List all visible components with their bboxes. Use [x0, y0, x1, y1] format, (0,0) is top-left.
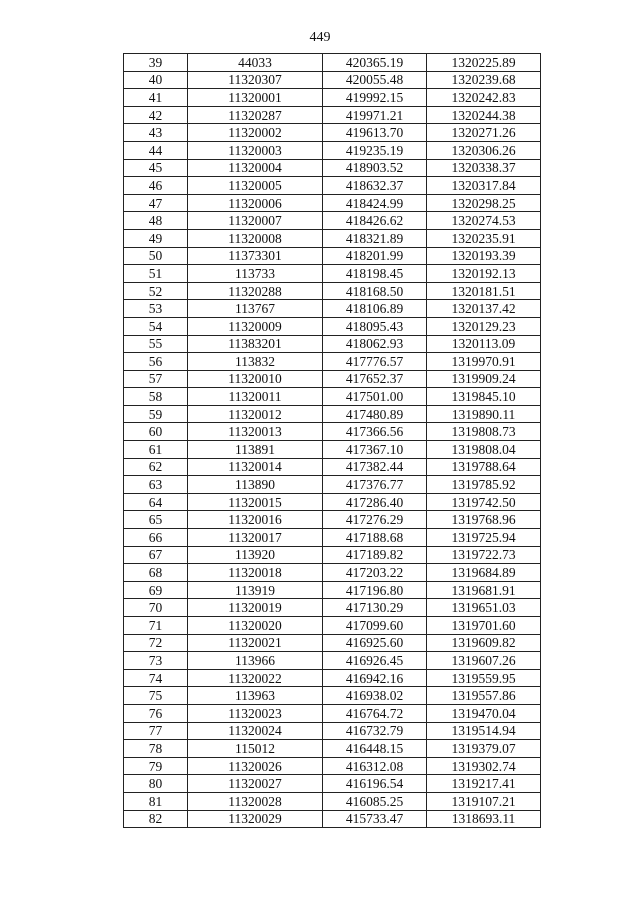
table-row: [124, 810, 541, 828]
table-row: [124, 792, 541, 810]
y-coordinate-cell: 1320242.83: [427, 89, 541, 107]
point-number-cell: 78: [124, 740, 188, 758]
y-coordinate-cell: 1319651.03: [427, 599, 541, 617]
point-id-cell: 11320012: [188, 405, 323, 423]
y-coordinate-cell: 1320192.13: [427, 265, 541, 283]
y-coordinate-cell: 1319557.86: [427, 687, 541, 705]
y-coordinate-cell: 1320338.37: [427, 159, 541, 177]
point-id-cell: 113891: [188, 441, 323, 459]
point-number-cell: 76: [124, 704, 188, 722]
table-row: [124, 581, 541, 599]
table-row: [124, 599, 541, 617]
y-coordinate-cell: 1319722.73: [427, 546, 541, 564]
x-coordinate-cell: 416938.02: [323, 687, 427, 705]
x-coordinate-cell: 416085.25: [323, 792, 427, 810]
x-coordinate-cell: 417376.77: [323, 476, 427, 494]
table-row: [124, 704, 541, 722]
table-row: [124, 388, 541, 406]
x-coordinate-cell: 418095.43: [323, 317, 427, 335]
x-coordinate-cell: 420055.48: [323, 71, 427, 89]
point-id-cell: 11320008: [188, 229, 323, 247]
point-id-cell: 11320024: [188, 722, 323, 740]
table-row: [124, 282, 541, 300]
point-id-cell: 11320029: [188, 810, 323, 828]
point-id-cell: 11383201: [188, 335, 323, 353]
x-coordinate-cell: 417286.40: [323, 493, 427, 511]
point-id-cell: 113920: [188, 546, 323, 564]
x-coordinate-cell: 420365.19: [323, 54, 427, 72]
x-coordinate-cell: 417099.60: [323, 617, 427, 635]
x-coordinate-cell: 417367.10: [323, 441, 427, 459]
x-coordinate-cell: 416926.45: [323, 652, 427, 670]
point-number-cell: 68: [124, 564, 188, 582]
x-coordinate-cell: 418106.89: [323, 300, 427, 318]
point-id-cell: 11320005: [188, 177, 323, 195]
point-number-cell: 54: [124, 317, 188, 335]
point-number-cell: 81: [124, 792, 188, 810]
x-coordinate-cell: 417196.80: [323, 581, 427, 599]
point-id-cell: 11320020: [188, 617, 323, 635]
point-id-cell: 11320006: [188, 194, 323, 212]
x-coordinate-cell: 417776.57: [323, 353, 427, 371]
y-coordinate-cell: 1320298.25: [427, 194, 541, 212]
y-coordinate-cell: 1319785.92: [427, 476, 541, 494]
point-number-cell: 71: [124, 617, 188, 635]
y-coordinate-cell: 1319684.89: [427, 564, 541, 582]
point-number-cell: 45: [124, 159, 188, 177]
x-coordinate-cell: 418198.45: [323, 265, 427, 283]
x-coordinate-cell: 417188.68: [323, 529, 427, 547]
x-coordinate-cell: 417276.29: [323, 511, 427, 529]
x-coordinate-cell: 417652.37: [323, 370, 427, 388]
x-coordinate-cell: 416312.08: [323, 757, 427, 775]
point-id-cell: 11320287: [188, 106, 323, 124]
y-coordinate-cell: 1319808.73: [427, 423, 541, 441]
y-coordinate-cell: 1320239.68: [427, 71, 541, 89]
point-id-cell: 11320001: [188, 89, 323, 107]
table-row: [124, 89, 541, 107]
y-coordinate-cell: 1319845.10: [427, 388, 541, 406]
point-number-cell: 57: [124, 370, 188, 388]
point-id-cell: 11373301: [188, 247, 323, 265]
table-row: [124, 247, 541, 265]
point-number-cell: 55: [124, 335, 188, 353]
x-coordinate-cell: 416448.15: [323, 740, 427, 758]
x-coordinate-cell: 418168.50: [323, 282, 427, 300]
table-row: [124, 177, 541, 195]
table-row: [124, 194, 541, 212]
x-coordinate-cell: 419971.21: [323, 106, 427, 124]
point-id-cell: 113832: [188, 353, 323, 371]
x-coordinate-cell: 418426.62: [323, 212, 427, 230]
point-id-cell: 115012: [188, 740, 323, 758]
point-number-cell: 75: [124, 687, 188, 705]
x-coordinate-cell: 419992.15: [323, 89, 427, 107]
x-coordinate-cell: 417501.00: [323, 388, 427, 406]
y-coordinate-cell: 1319725.94: [427, 529, 541, 547]
point-id-cell: 113733: [188, 265, 323, 283]
point-number-cell: 62: [124, 458, 188, 476]
point-number-cell: 72: [124, 634, 188, 652]
point-number-cell: 73: [124, 652, 188, 670]
y-coordinate-cell: 1320193.39: [427, 247, 541, 265]
y-coordinate-cell: 1319970.91: [427, 353, 541, 371]
table-row: [124, 529, 541, 547]
point-id-cell: 11320023: [188, 704, 323, 722]
table-row: [124, 159, 541, 177]
point-id-cell: 113767: [188, 300, 323, 318]
x-coordinate-cell: 419235.19: [323, 141, 427, 159]
table-row: [124, 229, 541, 247]
x-coordinate-cell: 417480.89: [323, 405, 427, 423]
point-id-cell: 11320019: [188, 599, 323, 617]
point-id-cell: 113966: [188, 652, 323, 670]
point-id-cell: 11320027: [188, 775, 323, 793]
point-id-cell: 11320013: [188, 423, 323, 441]
y-coordinate-cell: 1320244.38: [427, 106, 541, 124]
table-row: [124, 370, 541, 388]
point-number-cell: 80: [124, 775, 188, 793]
y-coordinate-cell: 1319514.94: [427, 722, 541, 740]
table-row: [124, 405, 541, 423]
x-coordinate-cell: 419613.70: [323, 124, 427, 142]
x-coordinate-cell: 417189.82: [323, 546, 427, 564]
y-coordinate-cell: 1320137.42: [427, 300, 541, 318]
y-coordinate-cell: 1319107.21: [427, 792, 541, 810]
table-row: [124, 775, 541, 793]
x-coordinate-cell: 417203.22: [323, 564, 427, 582]
x-coordinate-cell: 416732.79: [323, 722, 427, 740]
x-coordinate-cell: 416196.54: [323, 775, 427, 793]
point-number-cell: 44: [124, 141, 188, 159]
table-row: [124, 353, 541, 371]
x-coordinate-cell: 418201.99: [323, 247, 427, 265]
point-number-cell: 65: [124, 511, 188, 529]
y-coordinate-cell: 1320274.53: [427, 212, 541, 230]
table-row: [124, 54, 541, 72]
point-number-cell: 77: [124, 722, 188, 740]
point-number-cell: 52: [124, 282, 188, 300]
point-number-cell: 46: [124, 177, 188, 195]
point-number-cell: 60: [124, 423, 188, 441]
y-coordinate-cell: 1319559.95: [427, 669, 541, 687]
point-number-cell: 39: [124, 54, 188, 72]
point-number-cell: 82: [124, 810, 188, 828]
y-coordinate-cell: 1320306.26: [427, 141, 541, 159]
x-coordinate-cell: 416925.60: [323, 634, 427, 652]
coordinates-table: [123, 53, 541, 828]
y-coordinate-cell: 1320235.91: [427, 229, 541, 247]
table-row: [124, 335, 541, 353]
point-number-cell: 66: [124, 529, 188, 547]
y-coordinate-cell: 1320271.26: [427, 124, 541, 142]
table-row: [124, 458, 541, 476]
point-number-cell: 69: [124, 581, 188, 599]
table-row: [124, 740, 541, 758]
point-id-cell: 11320009: [188, 317, 323, 335]
table-row: [124, 757, 541, 775]
point-id-cell: 11320004: [188, 159, 323, 177]
x-coordinate-cell: 418424.99: [323, 194, 427, 212]
table-row: [124, 300, 541, 318]
point-id-cell: 11320014: [188, 458, 323, 476]
table-row: [124, 476, 541, 494]
y-coordinate-cell: 1318693.11: [427, 810, 541, 828]
point-id-cell: 11320011: [188, 388, 323, 406]
y-coordinate-cell: 1319788.64: [427, 458, 541, 476]
x-coordinate-cell: 418632.37: [323, 177, 427, 195]
x-coordinate-cell: 417366.56: [323, 423, 427, 441]
y-coordinate-cell: 1319890.11: [427, 405, 541, 423]
table-row: [124, 141, 541, 159]
y-coordinate-cell: 1319909.24: [427, 370, 541, 388]
point-number-cell: 74: [124, 669, 188, 687]
coordinates-table-body: [124, 54, 541, 828]
point-number-cell: 70: [124, 599, 188, 617]
table-row: [124, 71, 541, 89]
y-coordinate-cell: 1319607.26: [427, 652, 541, 670]
point-number-cell: 79: [124, 757, 188, 775]
point-number-cell: 58: [124, 388, 188, 406]
point-id-cell: 11320022: [188, 669, 323, 687]
table-row: [124, 493, 541, 511]
point-id-cell: 11320015: [188, 493, 323, 511]
point-id-cell: 11320003: [188, 141, 323, 159]
point-number-cell: 40: [124, 71, 188, 89]
point-id-cell: 11320307: [188, 71, 323, 89]
x-coordinate-cell: 418062.93: [323, 335, 427, 353]
y-coordinate-cell: 1320225.89: [427, 54, 541, 72]
table-row: [124, 546, 541, 564]
point-id-cell: 113963: [188, 687, 323, 705]
x-coordinate-cell: 418903.52: [323, 159, 427, 177]
y-coordinate-cell: 1319470.04: [427, 704, 541, 722]
point-number-cell: 48: [124, 212, 188, 230]
table-row: [124, 106, 541, 124]
table-row: [124, 669, 541, 687]
y-coordinate-cell: 1319379.07: [427, 740, 541, 758]
x-coordinate-cell: 416764.72: [323, 704, 427, 722]
table-row: [124, 441, 541, 459]
point-id-cell: 11320028: [188, 792, 323, 810]
point-number-cell: 67: [124, 546, 188, 564]
table-row: [124, 722, 541, 740]
x-coordinate-cell: 415733.47: [323, 810, 427, 828]
point-id-cell: 11320021: [188, 634, 323, 652]
point-id-cell: 11320017: [188, 529, 323, 547]
point-number-cell: 61: [124, 441, 188, 459]
y-coordinate-cell: 1319609.82: [427, 634, 541, 652]
point-id-cell: 44033: [188, 54, 323, 72]
y-coordinate-cell: 1319217.41: [427, 775, 541, 793]
point-id-cell: 11320288: [188, 282, 323, 300]
y-coordinate-cell: 1319701.60: [427, 617, 541, 635]
y-coordinate-cell: 1320129.23: [427, 317, 541, 335]
point-number-cell: 51: [124, 265, 188, 283]
table-row: [124, 124, 541, 142]
table-row: [124, 652, 541, 670]
y-coordinate-cell: 1320113.09: [427, 335, 541, 353]
point-number-cell: 64: [124, 493, 188, 511]
page-number: 449: [309, 30, 331, 45]
table-row: [124, 317, 541, 335]
point-id-cell: 11320016: [188, 511, 323, 529]
point-number-cell: 41: [124, 89, 188, 107]
point-number-cell: 50: [124, 247, 188, 265]
x-coordinate-cell: 417382.44: [323, 458, 427, 476]
point-number-cell: 56: [124, 353, 188, 371]
point-id-cell: 11320010: [188, 370, 323, 388]
point-number-cell: 49: [124, 229, 188, 247]
y-coordinate-cell: 1319768.96: [427, 511, 541, 529]
point-id-cell: 11320007: [188, 212, 323, 230]
point-number-cell: 53: [124, 300, 188, 318]
table-row: [124, 617, 541, 635]
table-row: [124, 265, 541, 283]
x-coordinate-cell: 418321.89: [323, 229, 427, 247]
table-row: [124, 564, 541, 582]
table-row: [124, 212, 541, 230]
table-row: [124, 423, 541, 441]
point-id-cell: 11320026: [188, 757, 323, 775]
y-coordinate-cell: 1320317.84: [427, 177, 541, 195]
y-coordinate-cell: 1319808.04: [427, 441, 541, 459]
table-row: [124, 634, 541, 652]
table-row: [124, 511, 541, 529]
y-coordinate-cell: 1319742.50: [427, 493, 541, 511]
point-id-cell: 113890: [188, 476, 323, 494]
point-number-cell: 59: [124, 405, 188, 423]
point-number-cell: 63: [124, 476, 188, 494]
x-coordinate-cell: 416942.16: [323, 669, 427, 687]
y-coordinate-cell: 1319681.91: [427, 581, 541, 599]
point-id-cell: 11320002: [188, 124, 323, 142]
point-number-cell: 43: [124, 124, 188, 142]
table-row: [124, 687, 541, 705]
point-number-cell: 47: [124, 194, 188, 212]
y-coordinate-cell: 1320181.51: [427, 282, 541, 300]
point-number-cell: 42: [124, 106, 188, 124]
point-id-cell: 113919: [188, 581, 323, 599]
x-coordinate-cell: 417130.29: [323, 599, 427, 617]
point-id-cell: 11320018: [188, 564, 323, 582]
y-coordinate-cell: 1319302.74: [427, 757, 541, 775]
